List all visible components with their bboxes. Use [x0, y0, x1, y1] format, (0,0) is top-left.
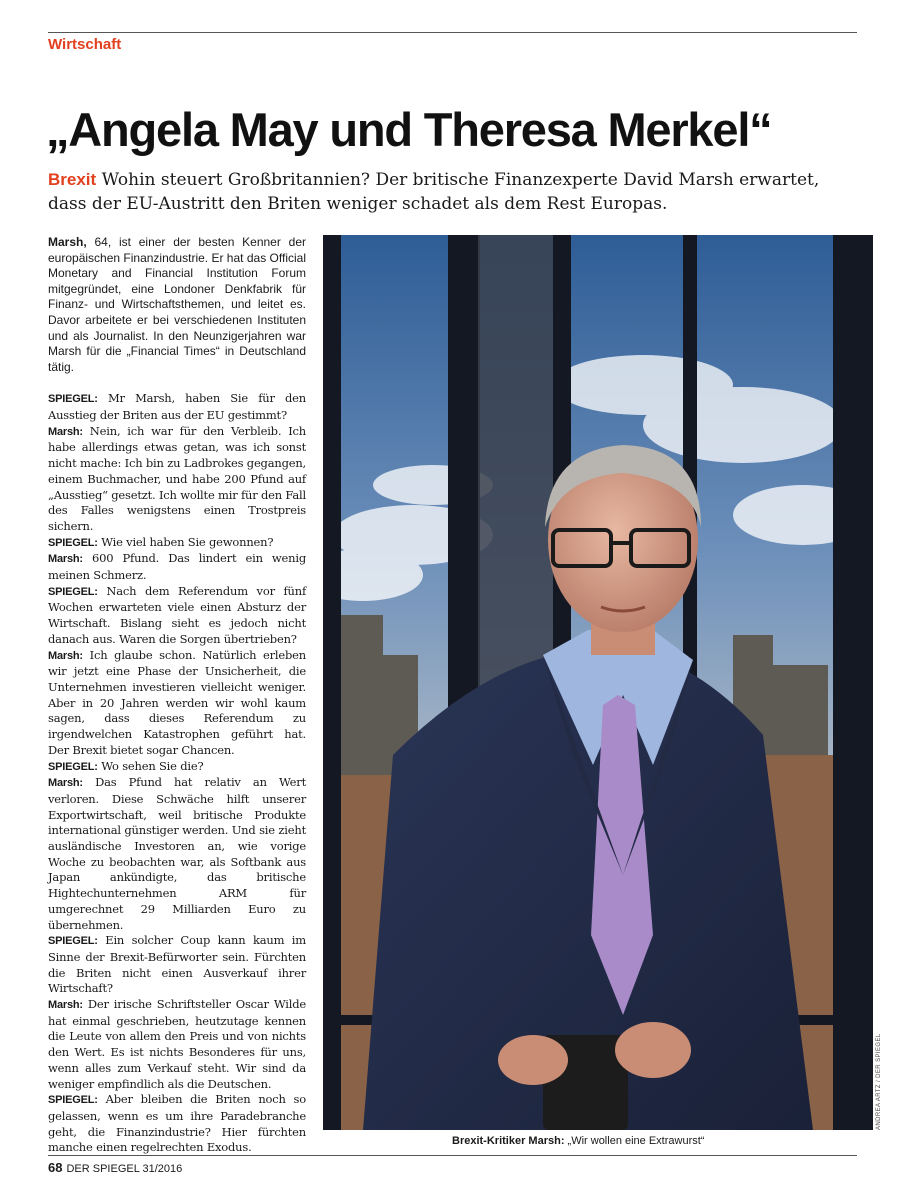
speaker-label: SPIEGEL: [48, 536, 98, 549]
interview-paragraph [48, 1092, 306, 1156]
caption-bold: Brexit-Kritiker Marsh: [452, 1135, 565, 1147]
answer-text: 600 Pfund. Das lindert ein wenig meinen Schmerz. [48, 551, 306, 583]
speaker-label: SPIEGEL: [48, 585, 98, 598]
answer-text: Der irische Schriftsteller Oscar Wilde hat einmal geschrieben, heutzutage kennen die Leute von allem den Preis und von nichts den Wert. Es ist nichts Besonderes für uns, wenn alles zum Verkauf steht. Wir sind da weniger empfindlich als die Deutschen. [48, 997, 306, 1091]
answer-text: Ich glaube schon. Natürlich erleben wir jetzt eine Phase der Unsicherheit, die Unternehmen investieren vielleicht weniger. Aber in 20 Jahren werden wir wohl kaum sagen, dass dieses Referendum zu irgendwelchen Katastrophen geführt hat. Der Brexit bietet sogar Chancen. [48, 647, 306, 757]
answer-text: Aber bleiben die Briten noch so gelassen, wenn es um ihre Paradebranche geht, die Finanzindustrie? Hier fürchten manche einen regelrechten Exodus. [48, 1092, 306, 1155]
bio-text: 64, ist einer der besten Kenner der europäischen Finanzindustrie. Er hat das Official Monetary and Financial Institution Forum mitgegründet, eine Londoner Denkfabrik für Finanz- und Wirtschaftsthemen, und leitet es. Davor arbeitete er bei verschiedenen Instituten und als Journalist. In den Neunzigerjahren war Marsh für die „Financial Times“ in Deutschland tätig. [48, 235, 306, 374]
section-label: Wirtschaft [48, 36, 122, 53]
speaker-label: Marsh: [48, 553, 83, 566]
speaker-label: Marsh: [48, 425, 83, 438]
answer-text: Das Pfund hat relativ an Wert verloren. Diese Schwäche hilft unserer Exportwirtschaft, weil britische Produkte international günstiger werden. Und sie zieht ausländische Investoren an, wie vorige Woche zu beobachten war, als Softbank aus Japan ankündigte, das britische Hightechunternehmen ARM für umgerechnet 29 Milliarden Euro zu übernehmen. [48, 775, 306, 932]
interview-paragraph [48, 584, 306, 648]
interview-paragraph [48, 551, 306, 583]
answer-text: Ein solcher Coup kann kaum im Sinne der Brexit-Befürworter sein. Fürchten die Briten nicht einen Ausverkauf ihrer Wirtschaft? [48, 933, 306, 996]
speaker-label: Marsh: [48, 777, 83, 790]
answer-text: Wie viel haben Sie gewonnen? [97, 534, 274, 549]
interview-paragraph [48, 759, 306, 776]
answer-text: Wo sehen Sie die? [97, 758, 204, 773]
portrait-photo [323, 235, 873, 1130]
answer-text: Nach dem Referendum vor fünf Wochen erwarteten viele einen Absturz der Wirtschaft. Bislang sieht es jedoch nicht danach aus. Waren die Sorgen übertrieben? [48, 583, 306, 646]
deck [48, 168, 848, 216]
bio-name: Marsh, [48, 235, 87, 249]
bio-box [48, 235, 306, 375]
photo-credit: ANDREA ARTZ / DER SPIEGEL [876, 1033, 882, 1130]
interview-paragraph [48, 997, 306, 1092]
photo-illustration [323, 235, 873, 1130]
interview-paragraph [48, 424, 306, 535]
speaker-label: SPIEGEL: [48, 393, 98, 406]
speaker-label: SPIEGEL: [48, 760, 98, 773]
caption-text: „Wir wollen eine Extrawurst“ [564, 1135, 705, 1147]
page-footer [48, 1160, 182, 1175]
answer-text: Nein, ich war für den Verbleib. Ich habe allerdings etwas getan, was ich sonst nicht mache: Ich bin zu Ladbrokes gegangen, einem Buchmacher, und habe 200 Pfund auf „Ausstieg“ gesetzt. Ich wollte mir für den Fall des Falles wenigstens einen Trostpreis sichern. [48, 423, 307, 533]
deck-text: Wohin steuert Großbritannien? Der britische Finanzexperte David Marsh erwartet, dass der EU-Austritt den Briten weniger schadet als dem Rest Europas. [48, 170, 820, 214]
speaker-label: SPIEGEL: [48, 1094, 98, 1107]
issue-label: DER SPIEGEL 31/2016 [66, 1163, 183, 1175]
top-rule [48, 32, 857, 33]
speaker-label: Marsh: [48, 649, 83, 662]
speaker-label: Marsh: [48, 999, 83, 1012]
interview-paragraph [48, 391, 306, 423]
interview-paragraph [48, 535, 306, 552]
text-column [48, 235, 306, 1156]
photo-caption [452, 1135, 704, 1147]
interview-paragraph [48, 648, 306, 759]
interview-paragraph [48, 933, 306, 997]
speaker-label: SPIEGEL: [48, 935, 98, 948]
page-number: 68 [48, 1160, 63, 1175]
interview-paragraph [48, 775, 306, 933]
headline: „Angela May und Theresa Merkel“ [46, 103, 772, 156]
answer-text: Mr Marsh, haben Sie für den Ausstieg der Briten aus der EU gestimmt? [48, 391, 306, 423]
deck-kicker: Brexit [48, 170, 97, 189]
interview [48, 391, 306, 1156]
bottom-rule [48, 1155, 857, 1156]
